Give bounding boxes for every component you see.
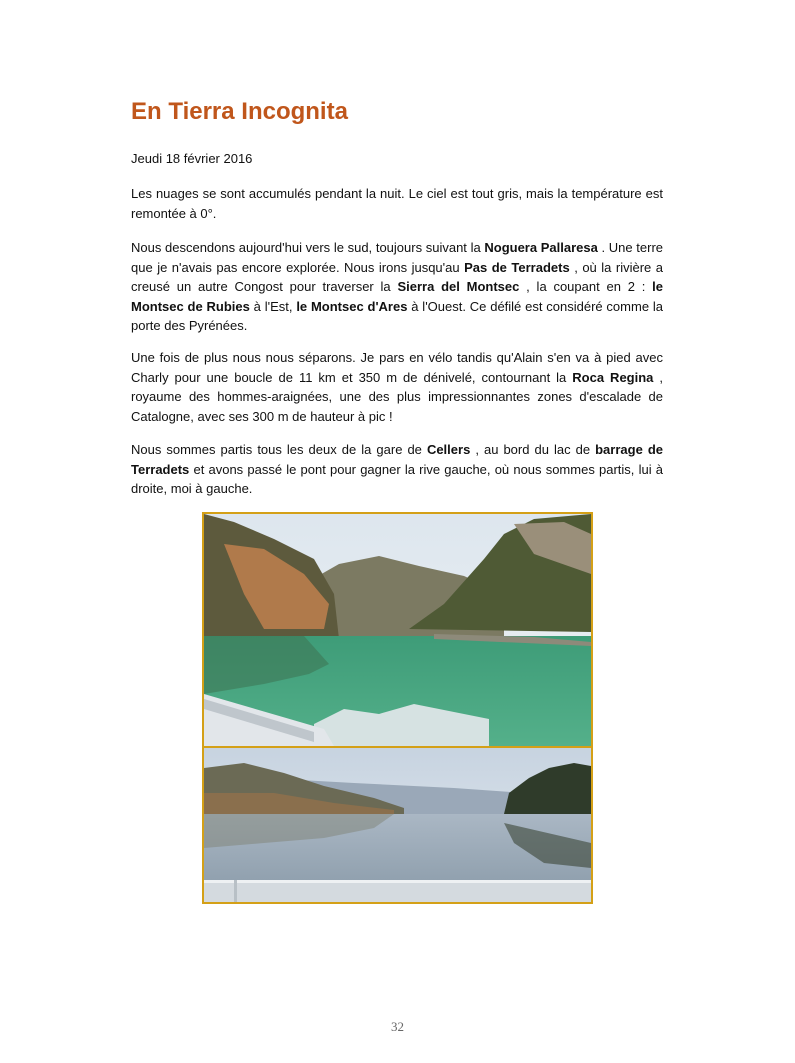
- bold-place-name: le Montsec d'Ares: [296, 298, 408, 314]
- bold-place-name: Noguera Pallaresa: [484, 240, 598, 255]
- entry-date: Jeudi 18 février 2016: [131, 151, 253, 166]
- text-run: et avons passé le pont pour gagner la rive gauche, où nous sommes partis, lui à droite, moi à gauche.: [131, 461, 663, 496]
- bold-place-name: Roca Regina: [572, 369, 654, 385]
- text-run: . Une terre que je n'avais pas encore explorée. Nous irons jusqu'au: [131, 240, 664, 275]
- text-run: Les nuages se sont accumulés pendant la nuit. Le ciel est tout gris, mais la température est remontée à 0°.: [131, 186, 663, 221]
- paragraph: [131, 184, 663, 223]
- bold-place-name: le Montsec de Rubies: [131, 279, 663, 314]
- text-run: , royaume des hommes-araignées, une des plus impressionnantes zones d'escalade de Catalogne, avec ses 300 m de hauteur à pic !: [131, 369, 664, 424]
- text-run: à l'Ouest. Ce défilé est considéré comme la porte des Pyrénées.: [131, 298, 663, 333]
- text-run: Nous descendons aujourd'hui vers le sud, toujours suivant la: [131, 240, 485, 255]
- text-run: , la coupant en 2 :: [519, 279, 653, 294]
- text-run: , au bord du lac de: [470, 442, 596, 457]
- page-title: En Tierra Incognita: [131, 98, 348, 125]
- text-run: , où la rivière a creusé un autre Congost pour traverser la: [131, 259, 664, 294]
- paragraph: [131, 348, 663, 426]
- page-number: 32: [391, 1019, 404, 1034]
- text-run: à l'Est,: [249, 298, 297, 314]
- gorge-lake-illustration: [204, 514, 591, 746]
- gorge-lake-photo: [202, 512, 593, 748]
- bold-place-name: Pas de Terradets: [464, 259, 570, 275]
- text-run: Nous sommes partis tous les deux de la gare de: [131, 442, 427, 457]
- paragraph: [131, 238, 663, 336]
- paragraph: [131, 440, 663, 499]
- bold-place-name: barrage de Terradets: [131, 442, 663, 477]
- reservoir-photo: [202, 746, 593, 904]
- bold-place-name: Sierra del Montsec: [397, 279, 520, 294]
- bold-place-name: Cellers: [426, 442, 471, 457]
- reservoir-illustration: [204, 748, 591, 902]
- text-run: Une fois de plus nous nous séparons. Je pars en vélo tandis qu'Alain s'en va à pied avec Charly pour une boucle de 11 km et 350 m de dénivelé, contournant la: [131, 350, 663, 385]
